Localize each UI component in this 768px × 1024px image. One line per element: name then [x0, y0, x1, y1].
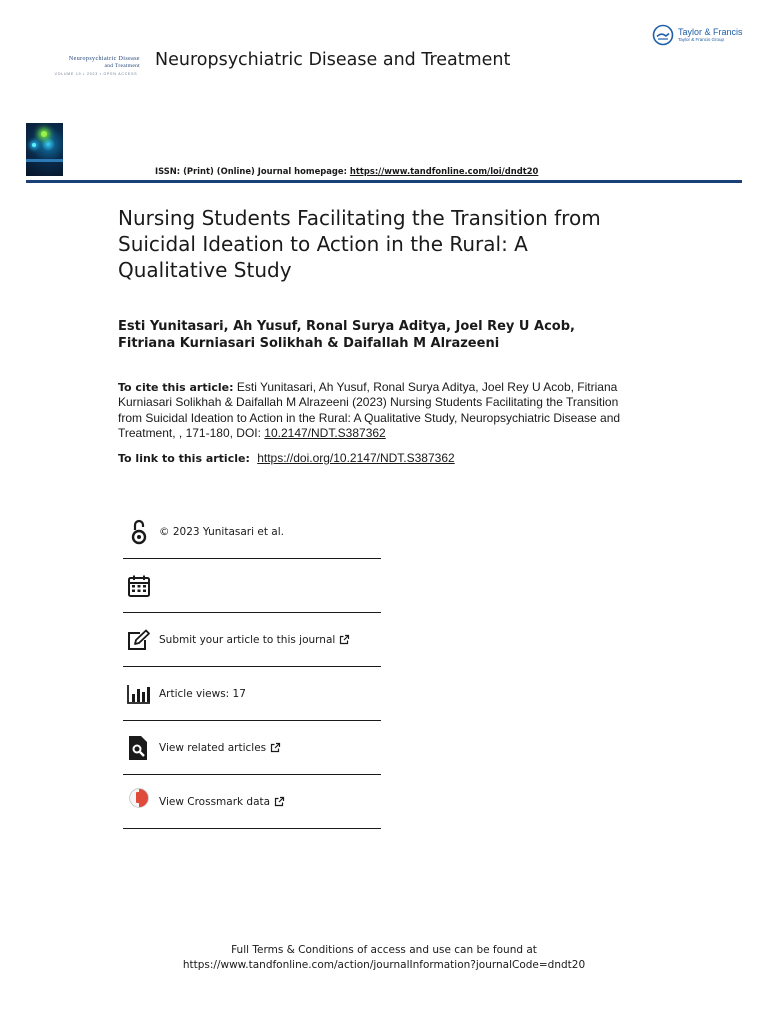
article-views-text: Article views: 17: [159, 687, 246, 700]
crossmark-link[interactable]: [159, 796, 285, 808]
bar-chart-icon: [126, 680, 152, 708]
journal-homepage-link[interactable]: https://www.tandfonline.com/loi/dndt20: [349, 166, 539, 176]
article-doi-url[interactable]: https://doi.org/10.2147/NDT.S387362: [257, 451, 455, 465]
edit-icon: [126, 626, 152, 654]
publisher-group: Taylor & Francis Group: [678, 36, 725, 42]
doi-link[interactable]: 10.2147/NDT.S387362: [264, 425, 386, 440]
journal-logo: [40, 56, 140, 76]
external-link-icon: [270, 742, 281, 753]
crossmark-label[interactable]: View Crossmark data: [159, 795, 271, 808]
issn-label: ISSN: (Print) (Online) Journal homepage:: [155, 166, 350, 176]
related-articles-label[interactable]: View related articles: [159, 741, 267, 754]
publisher-name: Taylor & Francis: [678, 26, 743, 37]
header-divider: [26, 180, 742, 183]
issn-line: [155, 166, 538, 176]
citation-block: [118, 380, 643, 441]
open-access-icon: [126, 518, 152, 546]
open-access-row: [123, 505, 381, 559]
terms-footer: [0, 943, 768, 973]
external-link-icon: [274, 796, 285, 807]
crossmark-icon: [126, 788, 152, 816]
journal-cover-image[interactable]: [26, 123, 63, 176]
terms-line: Full Terms & Conditions of access and use can be found at: [231, 944, 537, 956]
article-authors: Esti Yunitasari, Ah Yusuf, Ronal Surya Aditya, Joel Rey U Acob, Fitriana Kurniasari Solikhah & Daifallah M Alrazeeni: [118, 319, 575, 351]
article-info-list: [123, 505, 381, 829]
crossmark-row[interactable]: [123, 775, 381, 829]
citation-label: To cite this article:: [118, 381, 234, 394]
journal-title: Neuropsychiatric Disease and Treatment: [155, 50, 511, 70]
calendar-icon: [126, 572, 152, 600]
submit-article-label[interactable]: Submit your article to this journal: [159, 633, 336, 646]
terms-url[interactable]: https://www.tandfonline.com/action/journalInformation?journalCode=dndt20: [182, 959, 586, 971]
taylor-francis-logo-icon: [652, 24, 674, 46]
license-text: © 2023 Yunitasari et al.: [159, 525, 284, 538]
journal-logo-line3: VOLUME 19 • 2023 • OPEN ACCESS: [54, 72, 138, 76]
article-link-label: To link to this article:: [118, 452, 250, 465]
search-document-icon: [126, 734, 152, 762]
journal-logo-line1: Neuropsychiatric Disease: [68, 56, 140, 62]
citation-text: Esti Yunitasari, Ah Yusuf, Ronal Surya Aditya, Joel Rey U Acob, Fitriana Kurniasari Solikhah & Daifallah M Alrazeeni (2023) Nursing Students Facilitating the Transition from Suicidal Ideation to Action in the Rural: A Qualitative Study, Neuropsychiatric Disease and Treatment, , 171-180, DOI:: [118, 380, 621, 440]
article-title: Nursing Students Facilitating the Transition from Suicidal Ideation to Action in the Rural: A Qualitative Study: [118, 206, 601, 282]
submit-article-row[interactable]: [123, 613, 381, 667]
related-articles-row[interactable]: [123, 721, 381, 775]
submit-article-link[interactable]: [159, 634, 350, 646]
publisher-logo[interactable]: [652, 22, 748, 48]
related-articles-link[interactable]: [159, 742, 281, 754]
article-views-row: [123, 667, 381, 721]
journal-logo-line2: and Treatment: [104, 63, 140, 69]
article-link-line: [118, 451, 455, 465]
external-link-icon: [339, 634, 350, 645]
published-date-row: [123, 559, 381, 613]
